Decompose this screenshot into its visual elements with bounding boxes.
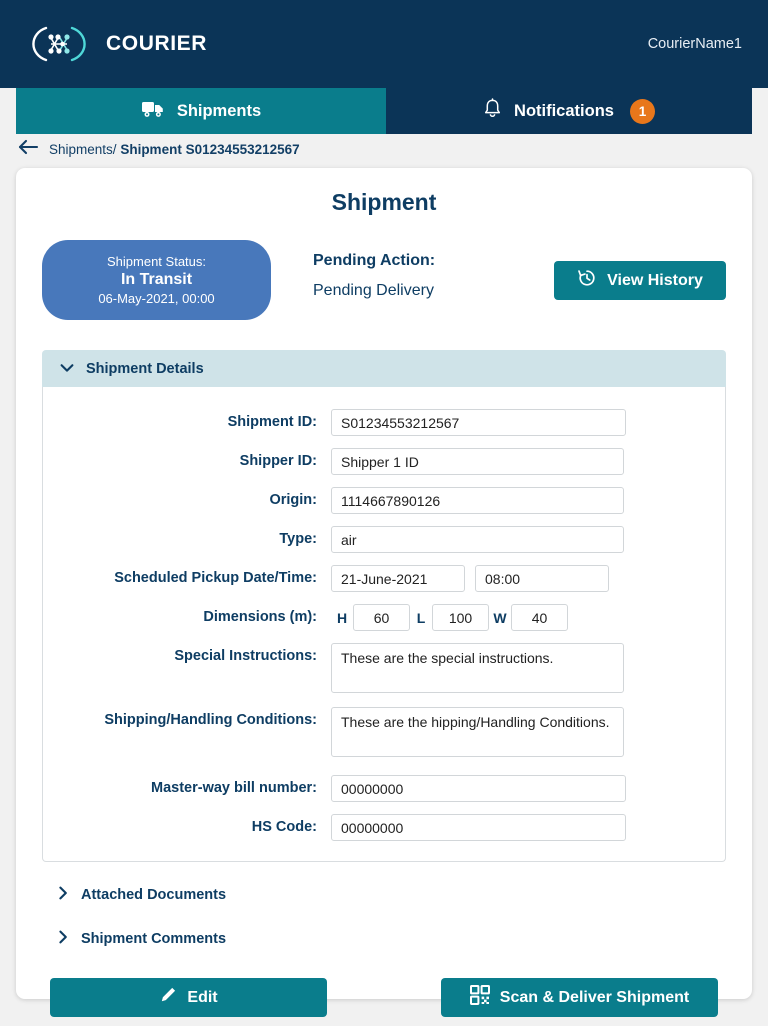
chevron-right-icon bbox=[58, 930, 68, 948]
scan-deliver-button-label: Scan & Deliver Shipment bbox=[499, 988, 690, 1006]
accordion-title-shipment-details: Shipment Details bbox=[86, 360, 204, 377]
pending-action-value: Pending Delivery bbox=[313, 282, 434, 299]
accordion-header-shipment-comments[interactable] bbox=[42, 928, 726, 950]
status-date: 06-May-2021, 00:00 bbox=[98, 291, 215, 306]
pending-action-block bbox=[313, 252, 435, 300]
dimension-w-input[interactable] bbox=[511, 604, 568, 631]
dimensions-label: Dimensions (m): bbox=[203, 609, 317, 625]
field-row-type bbox=[43, 526, 725, 553]
field-row-origin bbox=[43, 487, 725, 514]
main-nav-tabs bbox=[16, 88, 752, 134]
field-row-pickup bbox=[43, 565, 725, 592]
courier-network-logo-icon bbox=[26, 24, 92, 64]
arrow-left-icon[interactable] bbox=[18, 139, 39, 160]
breadcrumb-current: Shipment S01234553212567 bbox=[120, 141, 300, 157]
history-clock-icon bbox=[577, 268, 597, 293]
brand-name: COURIER bbox=[106, 32, 208, 55]
field-row-shipment-id bbox=[43, 409, 725, 436]
breadcrumb-parent[interactable]: Shipments/ bbox=[49, 141, 117, 157]
dimension-l-letter: L bbox=[416, 609, 426, 626]
edit-button[interactable] bbox=[50, 978, 327, 1017]
status-label: Shipment Status: bbox=[107, 254, 206, 269]
breadcrumb bbox=[0, 134, 768, 164]
dimension-w-letter: W bbox=[493, 609, 507, 626]
accordion-header-attached-documents[interactable] bbox=[42, 884, 726, 906]
dimension-h-letter: H bbox=[336, 609, 348, 626]
hs-code-label: HS Code: bbox=[251, 819, 317, 835]
tab-shipments-label: Shipments bbox=[176, 101, 262, 120]
field-row-master-waybill bbox=[43, 775, 725, 802]
scan-deliver-button[interactable] bbox=[441, 978, 718, 1017]
shipment-details-body bbox=[42, 387, 726, 862]
field-row-hs-code bbox=[43, 814, 725, 841]
field-row-special-instructions bbox=[43, 643, 725, 693]
dimension-h-input[interactable] bbox=[353, 604, 410, 631]
pickup-date-input[interactable] bbox=[331, 565, 465, 592]
view-history-button[interactable] bbox=[554, 261, 726, 300]
page-title: Shipment bbox=[331, 189, 437, 215]
pickup-label: Scheduled Pickup Date/Time: bbox=[114, 570, 317, 586]
shipment-id-label: Shipment ID: bbox=[227, 414, 317, 430]
card-footer-actions bbox=[42, 978, 726, 1017]
brand bbox=[26, 24, 207, 64]
master-waybill-input[interactable] bbox=[331, 775, 626, 802]
shipment-id-input[interactable] bbox=[331, 409, 626, 436]
app-header bbox=[0, 0, 768, 88]
tab-notifications-label: Notifications bbox=[514, 101, 614, 120]
chevron-right-icon bbox=[58, 886, 68, 904]
shipping-conditions-label: Shipping/Handling Conditions: bbox=[104, 712, 317, 728]
bell-icon bbox=[483, 98, 502, 124]
notifications-badge: 1 bbox=[630, 99, 655, 124]
qr-code-icon bbox=[470, 985, 490, 1010]
field-row-shipper-id bbox=[43, 448, 725, 475]
status-badge bbox=[42, 240, 271, 320]
accordion-title-shipment-comments: Shipment Comments bbox=[81, 931, 227, 947]
tab-notifications[interactable] bbox=[386, 88, 752, 134]
accordion-title-attached-documents: Attached Documents bbox=[81, 887, 227, 903]
pencil-icon bbox=[159, 986, 177, 1009]
pending-action-label: Pending Action: bbox=[313, 252, 436, 269]
username-label: CourierName1 bbox=[647, 36, 742, 52]
shipping-conditions-textarea[interactable] bbox=[331, 707, 624, 757]
chevron-down-icon bbox=[60, 361, 74, 377]
type-input[interactable] bbox=[331, 526, 624, 553]
shipper-id-input[interactable] bbox=[331, 448, 624, 475]
type-label: Type: bbox=[279, 531, 317, 547]
shipment-card bbox=[16, 168, 752, 1006]
field-row-shipping-conditions bbox=[43, 707, 725, 757]
special-instructions-textarea[interactable] bbox=[331, 643, 624, 693]
shipper-id-label: Shipper ID: bbox=[239, 453, 317, 469]
tab-shipments[interactable] bbox=[16, 88, 386, 134]
accordion-header-shipment-details[interactable] bbox=[42, 350, 726, 387]
special-instructions-label: Special Instructions: bbox=[174, 648, 317, 664]
origin-label: Origin: bbox=[269, 492, 317, 508]
dimension-l-input[interactable] bbox=[432, 604, 489, 631]
truck-icon bbox=[141, 99, 165, 123]
status-row bbox=[42, 240, 726, 326]
field-row-dimensions bbox=[43, 604, 725, 631]
master-waybill-label: Master-way bill number: bbox=[151, 780, 317, 796]
hs-code-input[interactable] bbox=[331, 814, 626, 841]
status-value: In Transit bbox=[120, 271, 193, 288]
pickup-time-input[interactable] bbox=[475, 565, 609, 592]
view-history-label: View History bbox=[607, 271, 703, 289]
origin-input[interactable] bbox=[331, 487, 624, 514]
edit-button-label: Edit bbox=[187, 988, 218, 1006]
